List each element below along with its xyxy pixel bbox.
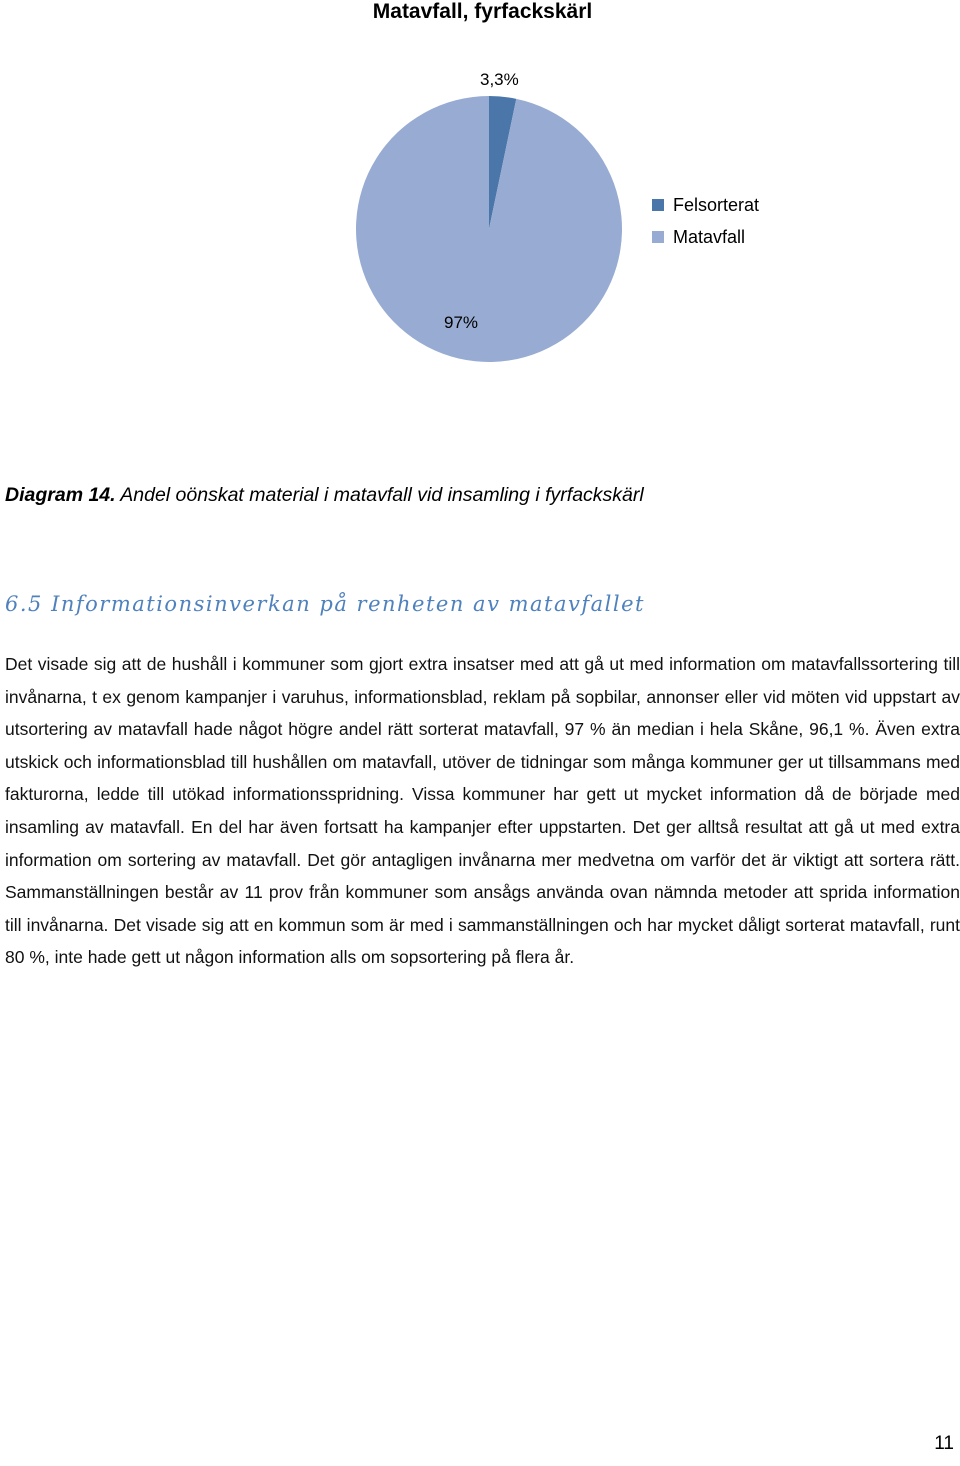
- legend-label-felsorterat: Felsorterat: [673, 194, 760, 215]
- legend-label-matavfall: Matavfall: [673, 226, 746, 247]
- caption-text: Andel oönskat material i matavfall vid insamling i fyrfackskärl: [115, 484, 644, 506]
- chart-title: Matavfall, fyrfackskärl: [372, 0, 593, 23]
- caption-label: Diagram 14.: [5, 484, 116, 506]
- figure-caption: [5, 483, 644, 507]
- section-heading: 6.5 Informationsinverkan på renheten av matavfallet: [5, 592, 645, 616]
- legend-swatch-matavfall: [652, 231, 664, 243]
- legend-item-felsorterat: [652, 193, 759, 217]
- data-label-matavfall: 97%: [444, 313, 479, 332]
- data-label-felsorterat: 3,3%: [480, 70, 519, 89]
- legend-swatch-felsorterat: [652, 199, 664, 211]
- chart-legend: [652, 193, 759, 257]
- page-number: 11: [934, 1433, 954, 1454]
- legend-item-matavfall: [652, 225, 759, 249]
- pie-chart: [0, 0, 960, 420]
- body-paragraph: Det visade sig att de hushåll i kommuner som gjort extra insatser med att gå ut med information om matavfallssortering till invånarna, t ex genom kampanjer i varuhus, informationsblad, reklam på sopbilar, annonser eller vid möten vid uppstart av utsortering av matavfall hade något högre andel rätt sorterat matavfall, 97 % än median i hela Skåne, 96,1 %. Även extra utskick och informationsblad till hushållen om matavfall, utöver de tidningar som många kommuner ger ut tillsammans med fakturorna, ledde till utökad informationsspridning. Vissa kommuner har gett ut mycket information då de började med insamling av matavfall. En del har även fortsatt ha kampanjer efter uppstarten. Det ger alltså resultat att gå ut med extra information om sortering av matavfall. Det gör antagligen invånarna mer medvetna om varför det är viktigt att sortera rätt. Sammanställningen består av 11 prov från kommuner som ansågs använda ovan nämnda metoder att sprida information till invånarna. Det visade sig att en kommun som är med i sammanställningen och har mycket dåligt sorterat matavfall, runt 80 %, inte hade gett ut någon information alls om sopsortering på flera år.: [5, 654, 960, 968]
